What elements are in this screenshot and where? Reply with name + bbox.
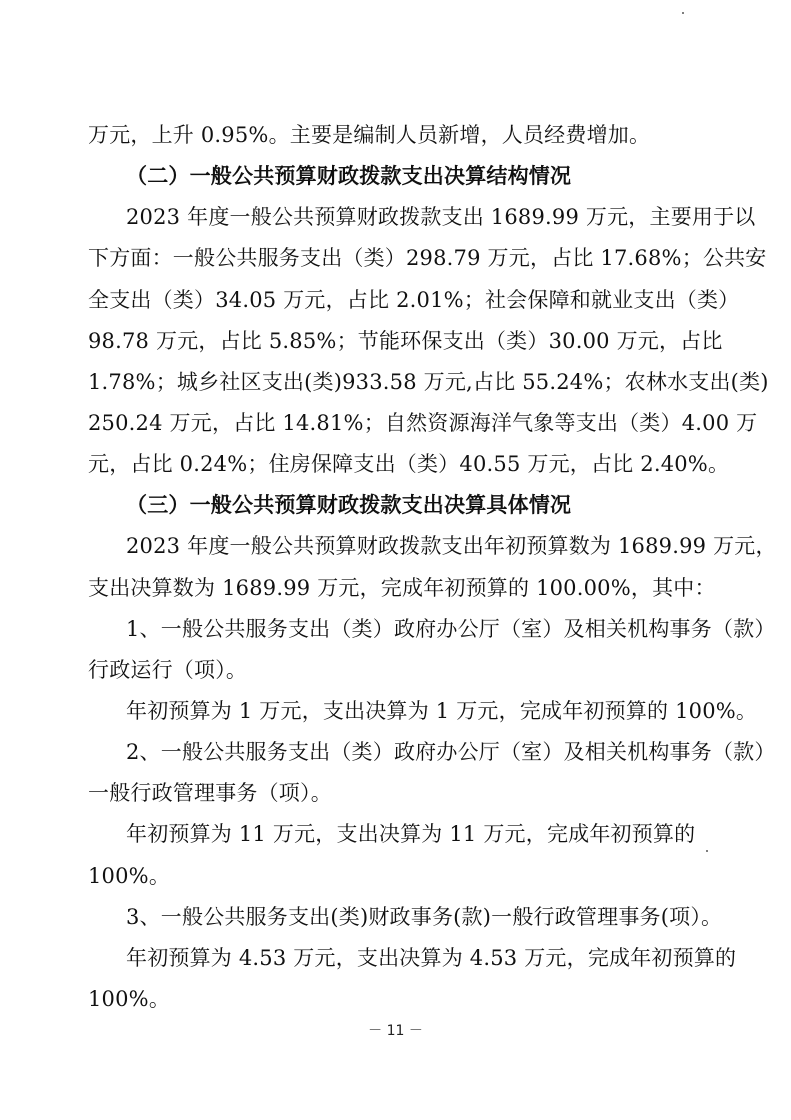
paragraph-line: 2023 年度一般公共预算财政拨款支出年初预算数为 1689.99 万元， (126, 534, 777, 558)
paragraph-line: 下方面：一般公共服务支出（类）298.79 万元，占比 17.68%；公共安 (88, 246, 767, 270)
paragraph-line: 全支出（类）34.05 万元，占比 2.01%；社会保障和就业支出（类） (88, 288, 740, 312)
paragraph-line: 支出决算数为 1689.99 万元，完成年初预算的 100.00%，其中： (88, 576, 716, 600)
section-heading-2: （二）一般公共预算财政拨款支出决算结构情况 (126, 164, 572, 188)
paragraph-line: 98.78 万元，占比 5.85%；节能环保支出（类）30.00 万元，占比 (88, 329, 723, 353)
item-3-title: 3、一般公共服务支出(类)财政事务(款)一般行政管理事务(项）。 (126, 905, 723, 929)
item-2-detail-cont: 100%。 (88, 864, 171, 888)
section-heading-3: （三）一般公共预算财政拨款支出决算具体情况 (126, 493, 572, 517)
item-1-title: 1、一般公共服务支出（类）政府办公厅（室）及相关机构事务（款） (126, 617, 776, 641)
paragraph-line: 250.24 万元，占比 14.81%；自然资源海洋气象等支出（类）4.00 万 (88, 411, 758, 435)
paragraph-line: 元，占比 0.24%；住房保障支出（类）40.55 万元，占比 2.40%。 (88, 452, 730, 476)
item-1-detail: 年初预算为 1 万元，支出决算为 1 万元，完成年初预算的 100%。 (126, 699, 758, 723)
scan-speck (682, 12, 684, 14)
item-2-title: 2、一般公共服务支出（类）政府办公厅（室）及相关机构事务（款） (126, 740, 776, 764)
page-number: － 11 － (368, 1023, 423, 1039)
item-2-detail: 年初预算为 11 万元，支出决算为 11 万元，完成年初预算的 (126, 822, 696, 846)
item-1-title-cont: 行政运行（项）。 (88, 658, 248, 682)
item-2-title-cont: 一般行政管理事务（项）。 (88, 781, 332, 805)
paragraph-line: 2023 年度一般公共预算财政拨款支出 1689.99 万元，主要用于以 (126, 205, 756, 229)
scan-speck (706, 850, 708, 852)
item-3-detail-cont: 100%。 (88, 987, 171, 1011)
paragraph-line: 1.78%；城乡社区支出(类)933.58 万元,占比 55.24%；农林水支出(类) (88, 370, 769, 394)
paragraph-line: 万元，上升 0.95%。主要是编制人员新增，人员经费增加。 (88, 123, 651, 147)
item-3-detail: 年初预算为 4.53 万元，支出决算为 4.53 万元，完成年初预算的 (126, 946, 737, 970)
